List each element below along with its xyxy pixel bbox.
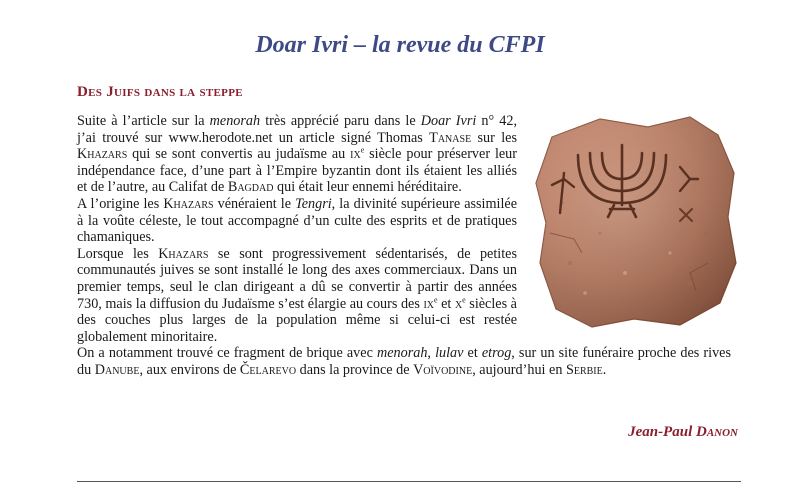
paragraph-1: Suite à l’article sur la menorah très apprécié paru dans le Doar Ivri n° 42, j’ai trouvé sur www.herodote.net un article signé Thomas Tanase sur les Khazars qui se sont convertis au judaïsme au $ix^e$ siècle pour préserver leur indépendance face, d’une part à l’Empire byzantin dont ils étaient les alliés et de l’autre, au Califat de Bagdad qui était leur ennemi héréditaire.: [77, 113, 518, 196]
author-signature: Jean-Paul Danon: [628, 424, 738, 440]
page-header-title: Doar Ivri – la revue du CFPI: [255, 32, 545, 58]
article-body: [77, 113, 731, 379]
paragraph-3: Lorsque les Khazars se sont progressivement sédentarisés, de petites communautés juives se sont installé le long des axes commerciaux. Dans un premier temps, seul le clan dirigeant a dû se convertir à partir des années 730, mais la diffusion du Judaïsme s’est élargie au cours des $ix^e$ et $x^e$ siècles à des couches plus larges de la population même si celui-ci est restée globalement minoritaire.: [77, 245, 517, 345]
bottom-divider: [77, 481, 741, 482]
paragraph-2: A l’origine les Khazars vénéraient le Tengri, la divinité supérieure assimilée à la voûte céleste, le tout accompagné d’un culte des esprits et de pratiques chamaniques.: [77, 195, 517, 246]
section-title: Des Juifs dans la steppe: [77, 84, 243, 100]
paragraph-4: On a notamment trouvé ce fragment de brique avec menorah, lulav et etrog, sur un site funéraire proche des rives du Danube, aux environs de Čelarevo dans la province de Voïvodine, aujourd’hui en Serbie.: [77, 345, 732, 378]
